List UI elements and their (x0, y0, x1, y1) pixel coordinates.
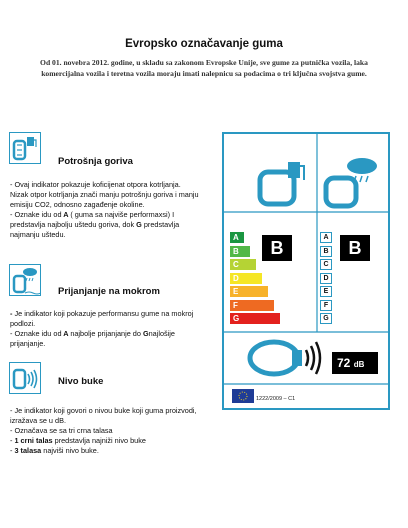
sound-waves-tire-icon (9, 362, 41, 394)
intro-paragraph: Od 01. novebra 2012. godine, u skladu sa zakonom Evropske Unije, sve gume za putnička vozila, laka komercijalna vozila i teretna vozila moraju imati nalepnicu sa podacima o tri ključna svojstva gume. (40, 58, 368, 78)
wet-class-f: F (320, 300, 332, 311)
section-body-wet (10, 309, 200, 349)
section-body-noise (10, 406, 200, 456)
section-heading-fuel: Potrošnja goriva (58, 156, 133, 167)
noise-unit: dB (353, 360, 365, 369)
noise-text-2: - Označava se sa tri crna talasa (10, 425, 113, 435)
wet-text-1-span: Je indikator koji pokazuje performansu gume na mokroj podlozi. (10, 309, 194, 328)
wet-class-g: G (320, 313, 332, 324)
fuel-text-1: - Ovaj indikator pokazuje koficijenat otpora kotrljanja. Nizak otpor kotrljanja znači manju potrošnju goriva i manju emisiju CO2, odnosno zagađenje okoline. (10, 180, 199, 209)
wet-rating-badge: B (340, 235, 370, 261)
fuel-pump-tire-icon (9, 132, 41, 164)
section-body-fuel (10, 180, 200, 240)
noise-text-3: - 1 crni talas predstavlja najniži nivo buke (10, 435, 146, 445)
rain-cloud-tire-icon (9, 264, 41, 296)
noise-value-badge (332, 352, 378, 374)
wet-class-e: E (320, 286, 332, 297)
fuel-rating-badge: B (262, 235, 292, 261)
fuel-class-e: E (230, 286, 268, 297)
fuel-class-f: F (230, 300, 274, 311)
fuel-class-b: B (230, 246, 250, 257)
wet-class-c: C (320, 259, 332, 270)
noise-text-1: - Je indikator koji govori o nivou buke koji guma proizvodi, izražava se u dB. (10, 406, 197, 425)
fuel-class-d: D (230, 273, 262, 284)
section-heading-wet: Prijanjanje na mokrom (58, 286, 160, 297)
wet-class-d: D (320, 273, 332, 284)
noise-text-4: - 3 talasa najviši nivo buke. (10, 445, 99, 455)
regulation-code: 1222/2009 – C1 (256, 396, 296, 402)
wet-class-a: A (320, 232, 332, 243)
wet-class-b: B (320, 246, 332, 257)
fuel-class-g: G (230, 313, 280, 324)
section-heading-noise: Nivo buke (58, 376, 104, 387)
eu-flag-icon (232, 389, 254, 403)
fuel-text-2: - Oznake idu od A ( guma sa najviše performaxsi) I predstavlja najbolju uštedu goriva, dok G predstavlja najmanju uštedu. (10, 209, 180, 239)
wet-text-1: - Je indikator koji pokazuje performansu gume na mokroj podlozi. (10, 309, 194, 328)
fuel-class-a: A (230, 232, 244, 243)
page-title: Evropsko označavanje guma (125, 38, 283, 50)
noise-value: 72 (337, 356, 351, 370)
wet-text-2: - Oznake idu od A najbolje prijanjanje do Gnajlošije prijanjanje. (10, 328, 175, 348)
fuel-class-c: C (230, 259, 256, 270)
